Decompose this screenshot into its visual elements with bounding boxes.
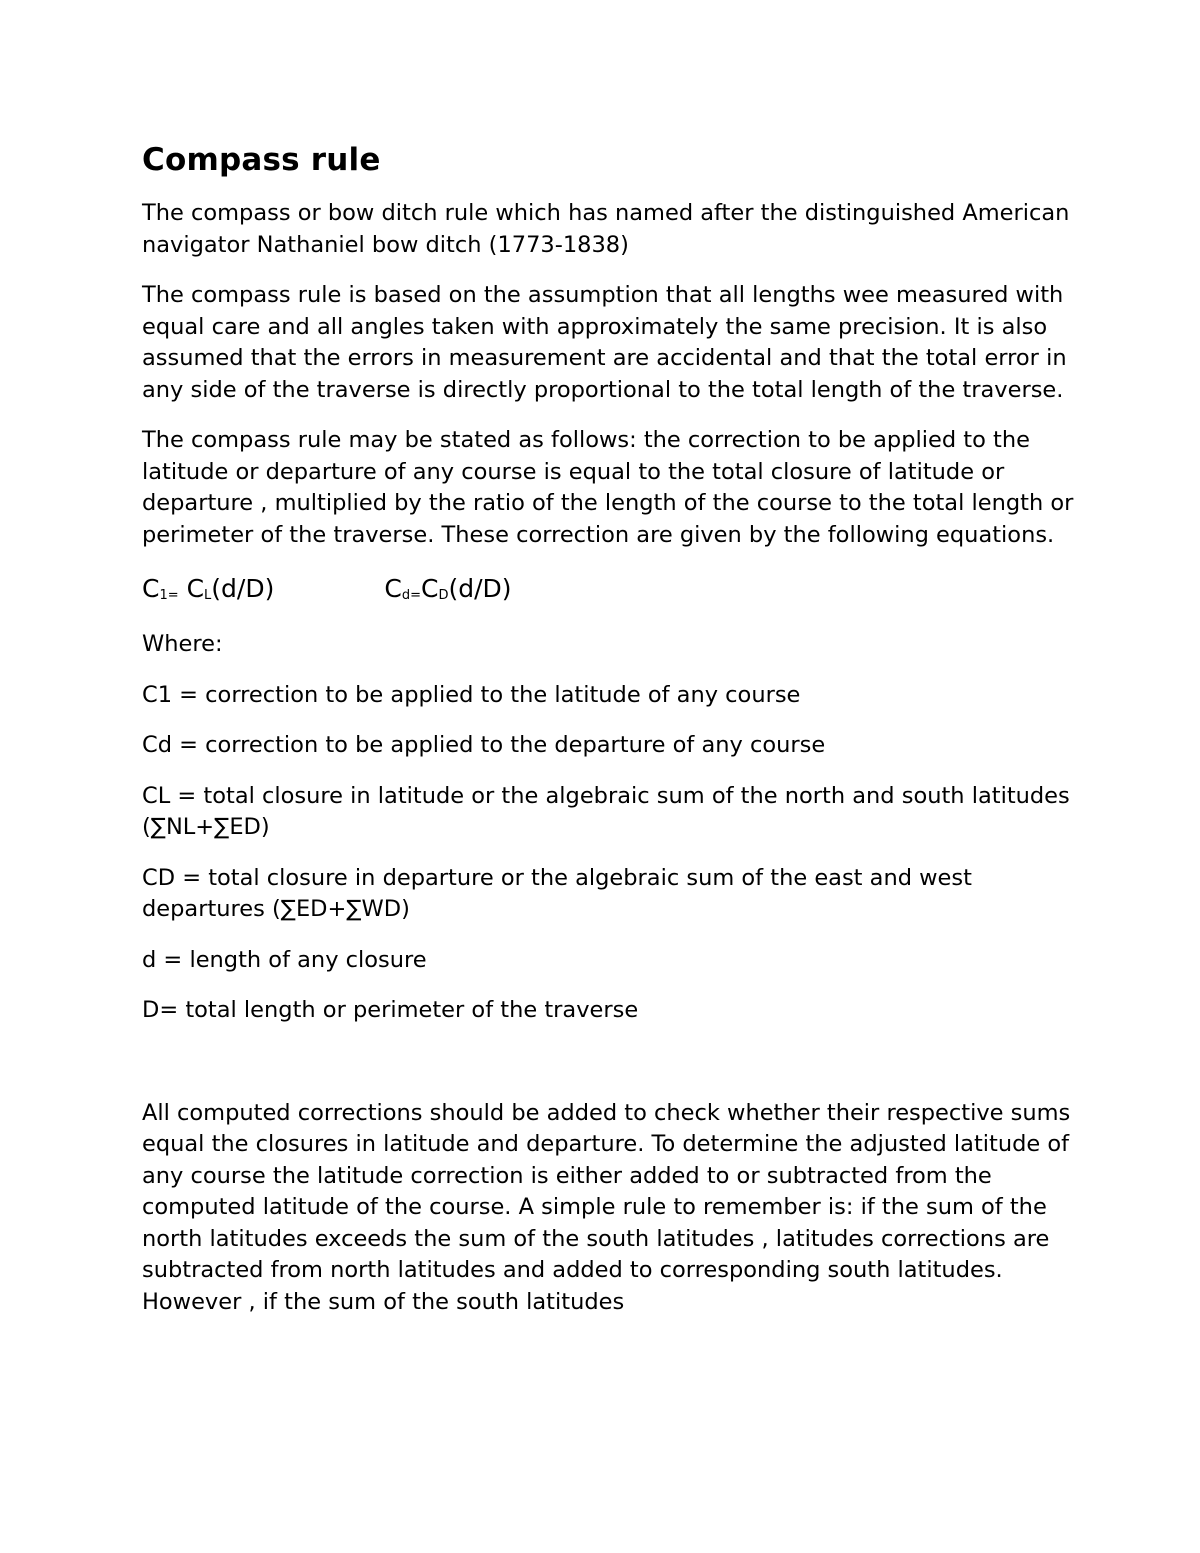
definition-D: D= total length or perimeter of the traverse xyxy=(142,997,639,1023)
definition-d: d = length of any closure xyxy=(142,946,427,973)
latitude-equation: C1= CL(d/D) xyxy=(142,574,275,603)
closing-paragraph: All computed corrections should be added to check whether their respective sums equal the closures in latitude and departure. To determine the adjusted latitude of any course the latitude correction is either added to or subtracted from the computed latitude of the course. A simple rule to remember is: if the sum of the north latitudes exceeds the sum of the south latitudes , latitudes corrections are subtracted from north latitudes and added to corresponding south latitudes. However , if the sum of the south latitudes xyxy=(142,1099,1071,1315)
document-page xyxy=(142,138,1082,1337)
definition-c1: C1 = correction to be applied to the latitude of any course xyxy=(142,681,801,708)
definition-cd-total: CD = total closure in departure or the algebraic sum of the east and west departures (∑ED+∑WD) xyxy=(142,864,972,922)
page-title: Compass rule xyxy=(142,142,381,178)
definition-cd: Cd = correction to be applied to the departure of any course xyxy=(142,732,826,758)
definition-cl: CL = total closure in latitude or the algebraic sum of the north and south latitudes (∑NL+∑ED) xyxy=(142,782,1070,840)
departure-equation: Cd=CD(d/D) xyxy=(384,574,512,603)
where-label: Where: xyxy=(142,631,223,657)
statement-paragraph: The compass rule may be stated as follows: the correction to be applied to the latitude or departure of any course is equal to the total closure of latitude or departure , multiplied by the ratio of the length of the course to the total length or perimeter of the traverse. These correction are given by the following equations. xyxy=(142,427,1074,548)
correction-equations xyxy=(142,570,1082,615)
assumption-paragraph: The compass rule is based on the assumption that all lengths wee measured with equal care and all angles taken with approximately the same precision. It is also assumed that the errors in measurement are accidental and that the total error in any side of the traverse is directly proportional to the total length of the traverse. xyxy=(142,282,1067,403)
intro-paragraph: The compass or bow ditch rule which has named after the distinguished American navigator Nathaniel bow ditch (1773-1838) xyxy=(142,200,1070,258)
